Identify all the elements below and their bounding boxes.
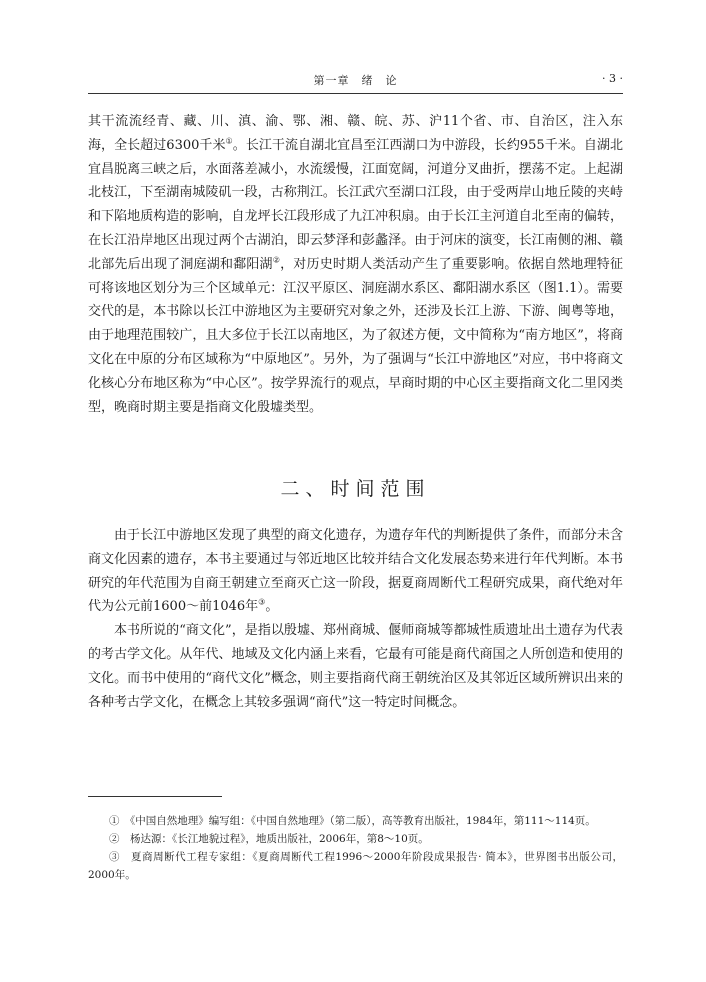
footnote-ref-2[interactable]: ② (272, 255, 281, 265)
paragraph-shang-culture: 本书所说的“商文化”，是指以殷墟、郑州商城、偃师商城等都城性质遗址出土遗存为代表的考古学文化。从年代、地域及文化内涵上来看，它最有可能是商代商国之人所创造和使用的文化。而书中使用的“商代文化”概念，则主要指商代商王朝统治区及其邻近区域所辨识出来的各种考古学文化，在概念上其较多强调“商代”这一特定时间概念。 (88, 623, 623, 710)
header-rule (88, 93, 623, 94)
footnote-3: ③ 夏商周断代工程专家组：《夏商周断代工程1996～2000年阶段成果报告· 简本》，世界图书出版公司，2000年。 (88, 851, 623, 881)
paragraph-text: 其干流流经青、藏、川、滇、渝、鄂、湘、赣、皖、苏、沪11个省、市、自治区，注入东海，全长超过6300千米 (88, 114, 623, 153)
paragraph-text: 。长江干流自湖北宜昌至江西湖口为中游段，长约955千米。自湖北宜昌脱离三峡之后，水面落差减小，水流缓慢，江面宽阔，河道分叉曲折，摆荡不定。上起湖北枝江，下至湖南城陵矶一段，古称荆江。长江武穴至湖口江段，由于受两岸山地丘陵的夹峙和下陷地质构造的影响，自龙坪长江段形成了九江冲积扇。由于长江主河道自北至南的偏转，在长江沿岸地区出现过两个古湖泊，即云梦泽和彭蠡泽。由于河床的演变，长江南侧的湘、赣北部先后出现了洞庭湖和鄱阳湖 (88, 137, 623, 272)
paragraph-time-range (88, 524, 623, 619)
footnote-ref-1[interactable]: ① (225, 136, 233, 146)
paragraph-text: 。 (265, 599, 279, 615)
chapter-title: 第一章 绪 论 (313, 74, 398, 87)
running-head (88, 72, 623, 90)
footnote-rule (88, 796, 222, 797)
section-heading: 二、时间范围 (280, 478, 431, 500)
paragraph-region (88, 110, 623, 419)
page-number: · 3 · (602, 72, 623, 85)
paragraph-text: 由于长江中游地区发现了典型的商文化遗存，为遗存年代的判断提供了条件，而部分未含商文化因素的遗存，本书主要通过与邻近地区比较并结合文化发展态势来进行年代判断。本书研究的年代范围为自商王朝建立至商灭亡这一阶段，据夏商周断代工程研究成果，商代绝对年代为公元前1600～前1046年 (88, 528, 623, 615)
paragraph-text: ，对历史时期人类活动产生了重要影响。依据自然地理特征可将该地区划分为三个区域单元：江汉平原区、洞庭湖水系区、鄱阳湖水系区（图1.1）。需要交代的是，本书除以长江中游地区为主要研究对象之外，还涉及长江上游、下游、闽粤等地，由于地理范围较广，且大多位于长江以南地区，为了叙述方便，文中简称为“南方地区”，将商文化在中原的分布区域称为“中原地区”。另外，为了强调与“长江中游地区”对应，书中将商文化核心分布地区称为“中心区”。按学界流行的观点，早商时期的中心区主要指商文化二里冈类型，晚商时期主要是指商文化殷墟类型。 (88, 256, 623, 415)
footnotes (88, 812, 623, 884)
footnote-1: ① 《中国自然地理》编写组：《中国自然地理》（第二版），高等教育出版社，1984年，第111～114页。 (109, 815, 596, 827)
text-block-time-range (88, 524, 623, 714)
text-block-region (88, 110, 623, 419)
footnote-2: ② 杨达源：《长江地貌过程》，地质出版社，2006年，第8～10页。 (109, 833, 429, 845)
footnote-ref-3[interactable]: ③ (258, 598, 266, 608)
